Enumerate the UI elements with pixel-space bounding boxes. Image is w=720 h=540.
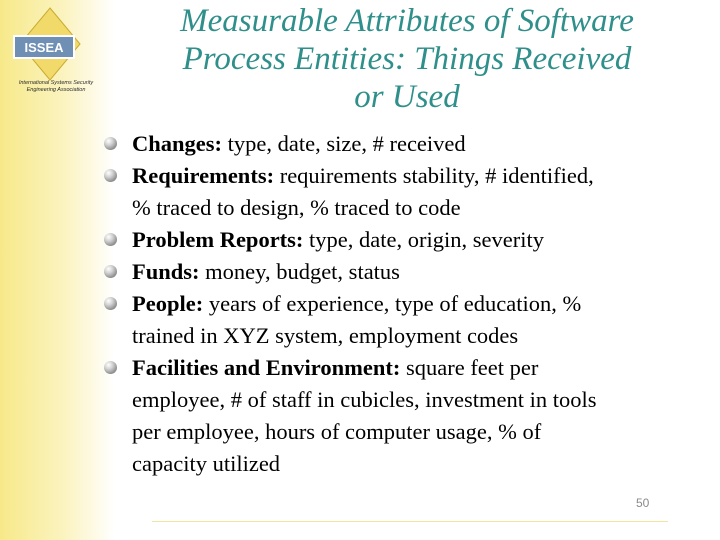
bullet-item-funds bbox=[101, 256, 701, 288]
bullet-label: Requirements: bbox=[132, 163, 275, 188]
bullet-item-facilities bbox=[101, 352, 701, 480]
slide-title bbox=[118, 2, 696, 116]
bullet-icon bbox=[104, 137, 117, 150]
logo-caption-line-1: International Systems Security bbox=[18, 80, 94, 86]
bullet-text: square feet per bbox=[400, 355, 539, 380]
bullet-item-problem-reports bbox=[101, 224, 701, 256]
issea-logo bbox=[2, 4, 110, 104]
bullet-list bbox=[101, 128, 701, 480]
bullet-text: type, date, origin, severity bbox=[303, 227, 544, 252]
title-line-1: Measurable Attributes of Software bbox=[180, 3, 634, 39]
bullet-text: per employee, hours of computer usage, % of bbox=[132, 419, 542, 444]
logo-graphic bbox=[2, 4, 110, 84]
bullet-item-requirements bbox=[101, 160, 701, 224]
bullet-label: Facilities and Environment: bbox=[132, 355, 401, 380]
bullet-icon bbox=[104, 169, 117, 182]
bullet-icon bbox=[104, 361, 117, 374]
bullet-text: employee, # of staff in cubicles, investment in tools bbox=[132, 387, 597, 412]
bullet-label: Funds: bbox=[132, 259, 200, 284]
bullet-label: Problem Reports: bbox=[132, 227, 304, 252]
bullet-item-changes bbox=[101, 128, 701, 160]
footer-rule bbox=[152, 521, 668, 522]
bullet-item-people bbox=[101, 288, 701, 352]
logo-caption bbox=[2, 80, 110, 94]
bullet-icon bbox=[104, 297, 117, 310]
bullet-text: % traced to design, % traced to code bbox=[132, 195, 461, 220]
bullet-text: money, budget, status bbox=[199, 259, 400, 284]
title-line-3: or Used bbox=[354, 79, 460, 115]
logo-caption-line-2: Engineering Association bbox=[26, 87, 86, 93]
bullet-text: trained in XYZ system, employment codes bbox=[132, 323, 519, 348]
bullet-text: requirements stability, # identified, bbox=[274, 163, 594, 188]
bullet-icon bbox=[104, 233, 117, 246]
bullet-label: Changes: bbox=[132, 131, 223, 156]
title-line-2: Process Entities: Things Received bbox=[182, 41, 632, 77]
bullet-text: years of experience, type of education, % bbox=[203, 291, 582, 316]
bullet-text: type, date, size, # received bbox=[222, 131, 466, 156]
bullet-icon bbox=[104, 265, 117, 278]
bullet-text: capacity utilized bbox=[132, 451, 281, 476]
bullet-label: People: bbox=[132, 291, 204, 316]
logo-text: ISSEA bbox=[24, 40, 64, 55]
page-number: 50 bbox=[636, 496, 650, 510]
